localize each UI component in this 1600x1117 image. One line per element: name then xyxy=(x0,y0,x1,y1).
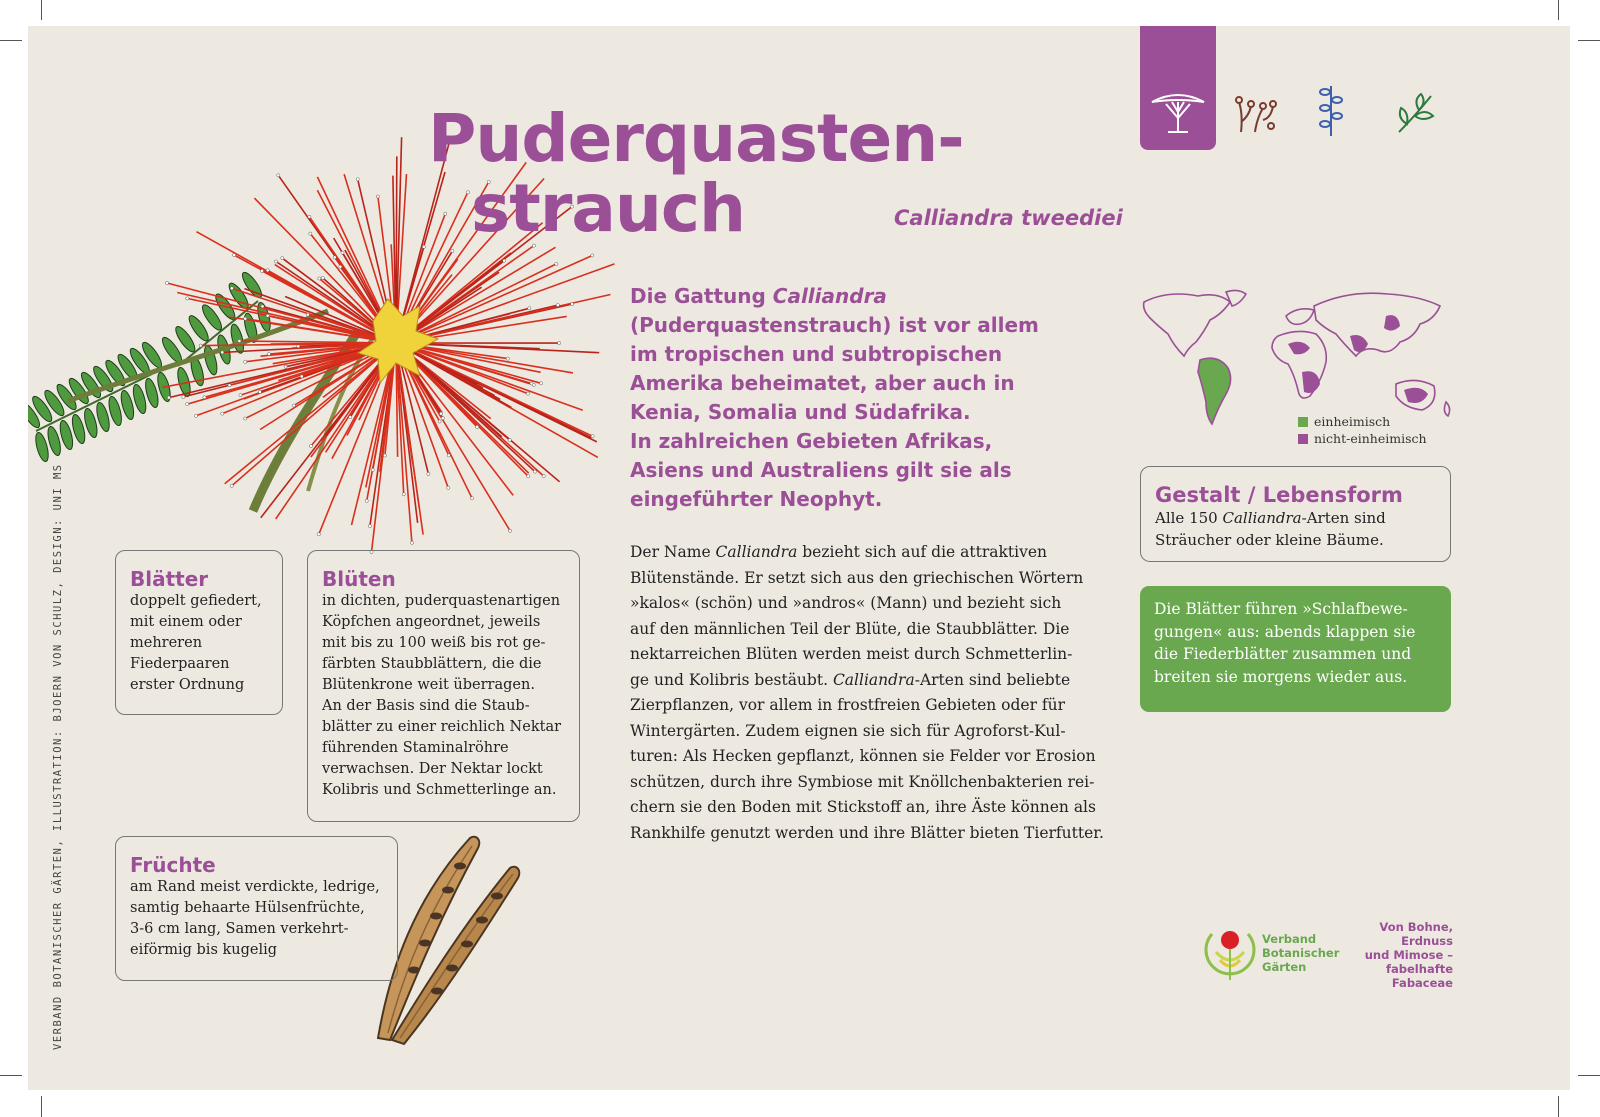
crop-mark xyxy=(1558,1096,1559,1117)
crop-mark xyxy=(0,1075,22,1076)
crop-mark xyxy=(41,0,42,20)
fruits-text: 3-6 cm lang, Samen verkehrt- xyxy=(130,921,349,937)
fruits-heading: Früchte xyxy=(130,853,216,877)
crop-mark xyxy=(1558,0,1559,20)
series-line: Erdnuss xyxy=(1401,934,1453,948)
main-text-line: Rankhilfe genutzt werden und ihre Blätter bieten Tierfutter. xyxy=(630,823,1104,842)
crop-mark xyxy=(1578,1075,1600,1076)
blossoms-text: mit bis zu 100 weiß bis rot ge- xyxy=(322,635,546,651)
title-line-2: strauch xyxy=(471,170,746,247)
series-line: fabelhafte xyxy=(1386,962,1453,976)
distribution-world-map xyxy=(1138,284,1458,434)
fruits-text: am Rand meist verdickte, ledrige, xyxy=(130,879,380,895)
note-text: gungen« aus: abends klappen sie xyxy=(1154,622,1416,641)
leaves-text: erster Ordnung xyxy=(130,677,245,693)
main-text-line: Wintergärten. Zudem eignen sie sich für Agroforst-Kul- xyxy=(630,721,1066,740)
blossoms-text: Blütenkrone weit überragen. xyxy=(322,677,535,693)
growth-form-box xyxy=(1140,466,1451,562)
blossoms-text: An der Basis sind die Staub- xyxy=(322,698,530,714)
note-text: breiten sie morgens wieder aus. xyxy=(1154,667,1408,686)
blossoms-box xyxy=(307,550,580,822)
leaves-box xyxy=(115,550,283,715)
main-text-line: chern sie den Boden mit Stickstoff an, ihre Äste können als xyxy=(630,798,1096,816)
blossoms-text: Köpfchen angeordnet, jeweils xyxy=(322,614,541,630)
credits-vertical: VERBAND BOTANISCHER GÄRTEN, ILLUSTRATION: BJOERN VON SCHULZ, DESIGN: UNI MS xyxy=(52,463,64,1050)
sleep-movement-note xyxy=(1140,586,1451,712)
coral-plant-icon[interactable] xyxy=(1233,94,1279,136)
crop-mark xyxy=(41,1096,42,1117)
main-text xyxy=(630,540,1130,846)
blossoms-text: verwachsen. Der Nektar lockt xyxy=(322,761,543,777)
latin-name: Calliandra tweediei xyxy=(894,206,1123,230)
series-line: Fabaceae xyxy=(1391,976,1453,990)
leaves-text: Fiederpaaren xyxy=(130,656,230,672)
growth-form-text: -Arten sind xyxy=(1301,509,1386,527)
intro-genus: Calliandra xyxy=(772,284,887,308)
growth-form-heading: Gestalt / Lebensform xyxy=(1155,483,1403,507)
main-text-line: schützen, durch ihre Symbiose mit Knöllchenbakterien rei- xyxy=(630,772,1095,791)
vbg-logo-text xyxy=(1262,932,1339,974)
native-swatch xyxy=(1298,417,1308,427)
fruits-box xyxy=(115,836,398,981)
title-line-1: Puderquasten- xyxy=(428,100,964,177)
blossoms-text: blätter zu einer reichlich Nektar xyxy=(322,719,562,735)
fruits-text: eiförmig bis kugelig xyxy=(130,942,278,958)
main-text-line: Zierpflanzen, vor allem in frostfreien Gebieten oder für xyxy=(630,696,1066,714)
growth-form-text: Sträucher oder kleine Bäume. xyxy=(1155,531,1384,549)
blossoms-text: Kolibris und Schmetterlinge an. xyxy=(322,782,557,798)
non-native-swatch xyxy=(1298,434,1308,444)
main-text-line: turen: Als Hecken gepflanzt, können sie Felder vor Erosion xyxy=(630,747,1096,765)
main-text-line: »kalos« (schön) und »andros« (Mann) und bezieht sich xyxy=(630,594,1062,612)
fruits-text: samtig behaarte Hülsenfrüchte, xyxy=(130,900,365,916)
note-text: die Fiederblätter zusammen und xyxy=(1154,645,1412,663)
blossoms-heading: Blüten xyxy=(322,567,396,591)
main-text-line: -Arten sind beliebte xyxy=(914,670,1071,689)
main-text-line: bezieht sich auf die attraktiven xyxy=(797,543,1047,561)
vbg-logo-line: Botanischer xyxy=(1262,946,1340,960)
legend-non-native xyxy=(1298,430,1427,447)
intro-text: eingeführter Neophyt. xyxy=(630,487,883,511)
vbg-logo-line: Gärten xyxy=(1262,960,1307,974)
series-logo xyxy=(1363,920,1453,990)
map-legend xyxy=(1298,413,1427,447)
legend-non-native-label: nicht-einheimisch xyxy=(1314,431,1427,446)
legend-native xyxy=(1298,413,1427,430)
main-text-line: Der Name xyxy=(630,543,716,561)
legend-native-label: einheimisch xyxy=(1314,414,1391,429)
main-text-line: Blütenstände. Er setzt sich aus den griechischen Wörtern xyxy=(630,568,1084,587)
main-text-line: ge und Kolibris bestäubt. xyxy=(630,670,833,689)
crop-mark xyxy=(0,40,22,41)
main-text-genus: Calliandra xyxy=(715,543,798,561)
blossoms-text: führenden Staminalröhre xyxy=(322,740,509,756)
crop-mark xyxy=(1578,40,1600,41)
tree-icon xyxy=(1148,88,1208,136)
growth-form-genus: Calliandra xyxy=(1222,509,1302,527)
leaves-text: mit einem oder xyxy=(130,614,242,630)
blue-flower-stalk-icon[interactable] xyxy=(1316,82,1346,138)
intro-text: Die Gattung xyxy=(630,284,773,308)
intro-text: Asiens und Australiens gilt sie als xyxy=(630,458,1012,482)
vbg-logo-line: Verband xyxy=(1262,932,1317,946)
main-text-line: auf den männlichen Teil der Blüte, die Staubblätter. Die xyxy=(630,619,1070,638)
growth-form-text: Alle 150 xyxy=(1155,509,1223,527)
blossoms-text: färbten Staubblättern, die die xyxy=(322,656,542,672)
intro-text: In zahlreichen Gebieten Afrikas, xyxy=(630,429,993,453)
intro-text: im tropischen und subtropischen xyxy=(630,342,1003,366)
intro-text: Kenia, Somalia und Südafrika. xyxy=(630,400,971,424)
series-line: Von Bohne, xyxy=(1379,920,1453,934)
leaves-heading: Blätter xyxy=(130,567,209,591)
intro-paragraph xyxy=(630,282,1130,514)
category-tab-tree[interactable] xyxy=(1140,26,1216,150)
vbg-logo-mark xyxy=(1202,922,1258,984)
note-text: Die Blätter führen »Schlafbewe- xyxy=(1154,600,1408,618)
main-text-line: nektarreichen Blüten werden meist durch Schmetterlin- xyxy=(630,645,1073,663)
series-line: und Mimose – xyxy=(1364,948,1453,962)
leaves-text: doppelt gefiedert, xyxy=(130,593,262,609)
intro-text: (Puderquastenstrauch) ist vor allem xyxy=(630,313,1039,337)
leaves-text: mehreren xyxy=(130,635,203,651)
poster xyxy=(28,26,1570,1090)
intro-text: Amerika beheimatet, aber auch in xyxy=(630,371,1015,395)
blossoms-text: in dichten, puderquastenartigen xyxy=(322,593,561,609)
main-text-genus: Calliandra xyxy=(832,670,915,689)
green-leaf-icon[interactable] xyxy=(1393,92,1437,136)
